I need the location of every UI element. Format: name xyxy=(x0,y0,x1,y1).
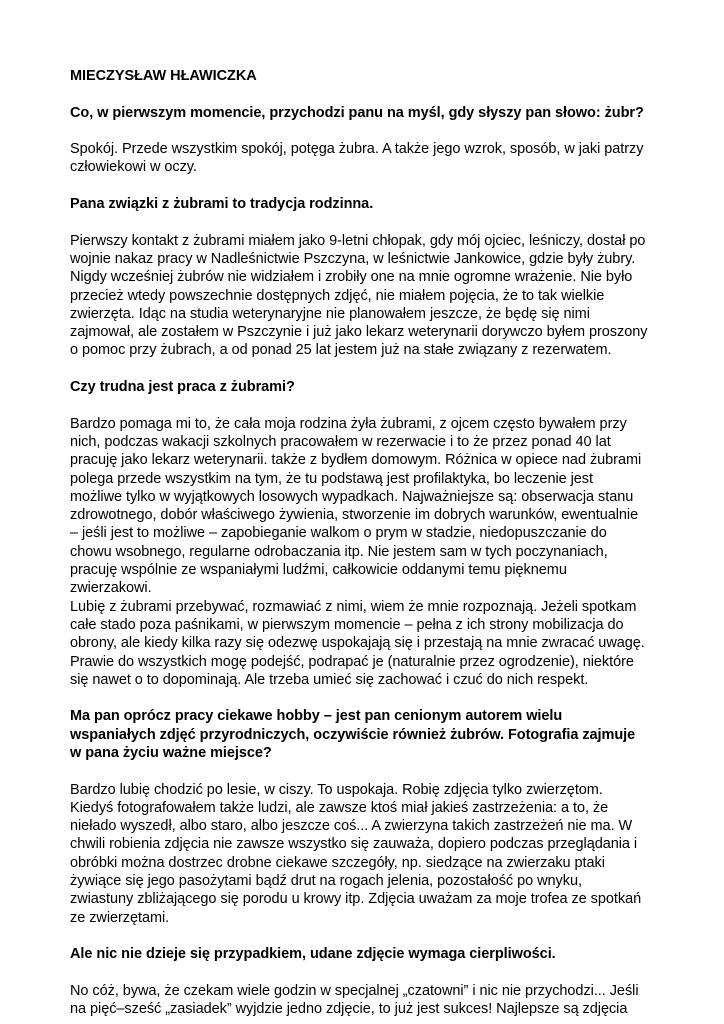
document-page xyxy=(70,67,660,1018)
question-paragraph: Pana związki z żubrami to tradycja rodzinna. xyxy=(70,196,374,213)
document-title: MIECZYSŁAW HŁAWICZKA xyxy=(70,68,257,84)
question-paragraph: Ma pan oprócz pracy ciekawe hobby – jest pan cenionym autorem wielu wspaniałych zdjęć przyrodniczych, oczywiście również żubrów. Fotografia zajmuje w pana życiu ważne miejsce? xyxy=(70,708,636,761)
answer-paragraph: Bardzo pomaga mi to, że cała moja rodzina żyła żubrami, z ojcem często bywałem przy nich, podczas wakacji szkolnych pracowałem w rezerwacie i to że przez ponad 40 lat pracuję jako lekarz weterynarii. także z bydłem domowym. Różnica w opiece nad żubrami polega przede wszystkim na tym, że tu podstawą jest profilaktyka, bo leczenie jest możliwe tylko w wyjątkowych losowych wypadkach. Najważniejsze są: obserwacja stanu zdrowotnego, dobór właściwego żywienia, stworzenie im dobrych warunków, ewentualnie – jeśli jest to możliwe – zapobieganie walkom o prym w stadzie, niedopuszczanie do chowu wsobnego, regularne odrobaczania itp. Nie jestem sam w tych poczynaniach, pracuję wspólnie ze wspaniałymi ludźmi, całkowicie oddanymi temu pięknemu zwierzakowi. Lubię z żubrami przebywać, rozmawiać z nimi, wiem że mnie rozpoznają. Jeżeli spotkam całe stado poza paśnikami, w pierwszym momencie – pełna z ich strony mobilizacja do obrony, ale kiedy kilka razy się odezwę uspokajają się i przestają na mnie zwracać uwagę. Prawie do wszystkich mogę podejść, podrapać je (naturalnie przez ogrodzenie), niektóre się nawet o to dopominają. Ale trzeba umieć się zachować i czuć do nich respekt. xyxy=(70,415,645,688)
question-paragraph: Czy trudna jest praca z żubrami? xyxy=(70,379,295,396)
answer-paragraph: Bardzo lubię chodzić po lesie, w ciszy. To uspokaja. Robię zdjęcia tylko zwierzętom. Kiedyś fotografowałem także ludzi, ale zawsze ktoś miał jakieś zastrzeżenia: a to, że niełado wyszedł, albo staro, albo jeszcze coś... A zwierzyna takich zastrzeżeń nie ma. W chwili robienia zdjęcia nie zawsze wszystko się zauważa, dopiero podczas przeglądania i obróbki można dostrzec drobne ciekawe szczegóły, np. siedzące na zwierzaku ptaki żywiące się jego pasożytami bądź drut na rogach jelenia, pozostałość po wnyku, zwiastuny zbliżającego się porodu u krowy itp. Zdjęcia uważam za moje trofea ze spotkań ze zwierzętami. xyxy=(70,781,642,926)
question-paragraph: Ale nic nie dzieje się przypadkiem, udane zdjęcie wymaga cierpliwości. xyxy=(70,946,556,963)
answer-paragraph: No cóż, bywa, że czekam wiele godzin w specjalnej „czatowni” i nic nie przychodzi... Jeśli na pięć–sześć „zasiadek” wyjdzie jedno zdjęcie, to już jest sukces! Najlepsze są zdjęcia xyxy=(70,982,639,1018)
question-paragraph: Co, w pierwszym momencie, przychodzi panu na myśl, gdy słyszy pan słowo: żubr? xyxy=(70,104,644,121)
answer-paragraph: Pierwszy kontakt z żubrami miałem jako 9-letni chłopak, gdy mój ojciec, leśniczy, dostał po wojnie nakaz pracy w Nadleśnictwie Pszczyna, w leśnictwie Jankowice, gdzie były żubry. Nigdy wcześniej żubrów nie widziałem i zrobiły one na mnie ogromne wrażenie. Nie było przecież wtedy powszechnie dostępnych zdjęć, nie miałem pojęcia, że to tak wielkie zwierzęta. Idąc na studia weterynaryjne nie planowałem jeszcze, że będę się nimi zajmował, ale zostałem w Pszczynie i już jako lekarz weterynarii dorywczo byłem proszony o pomoc przy żubrach, a od ponad 25 lat jestem już na stałe związany z rezerwatem. xyxy=(70,232,648,359)
answer-paragraph: Spokój. Przede wszystkim spokój, potęga żubra. A także jego wzrok, sposób, w jaki patrzy człowiekowi w oczy. xyxy=(70,141,644,176)
